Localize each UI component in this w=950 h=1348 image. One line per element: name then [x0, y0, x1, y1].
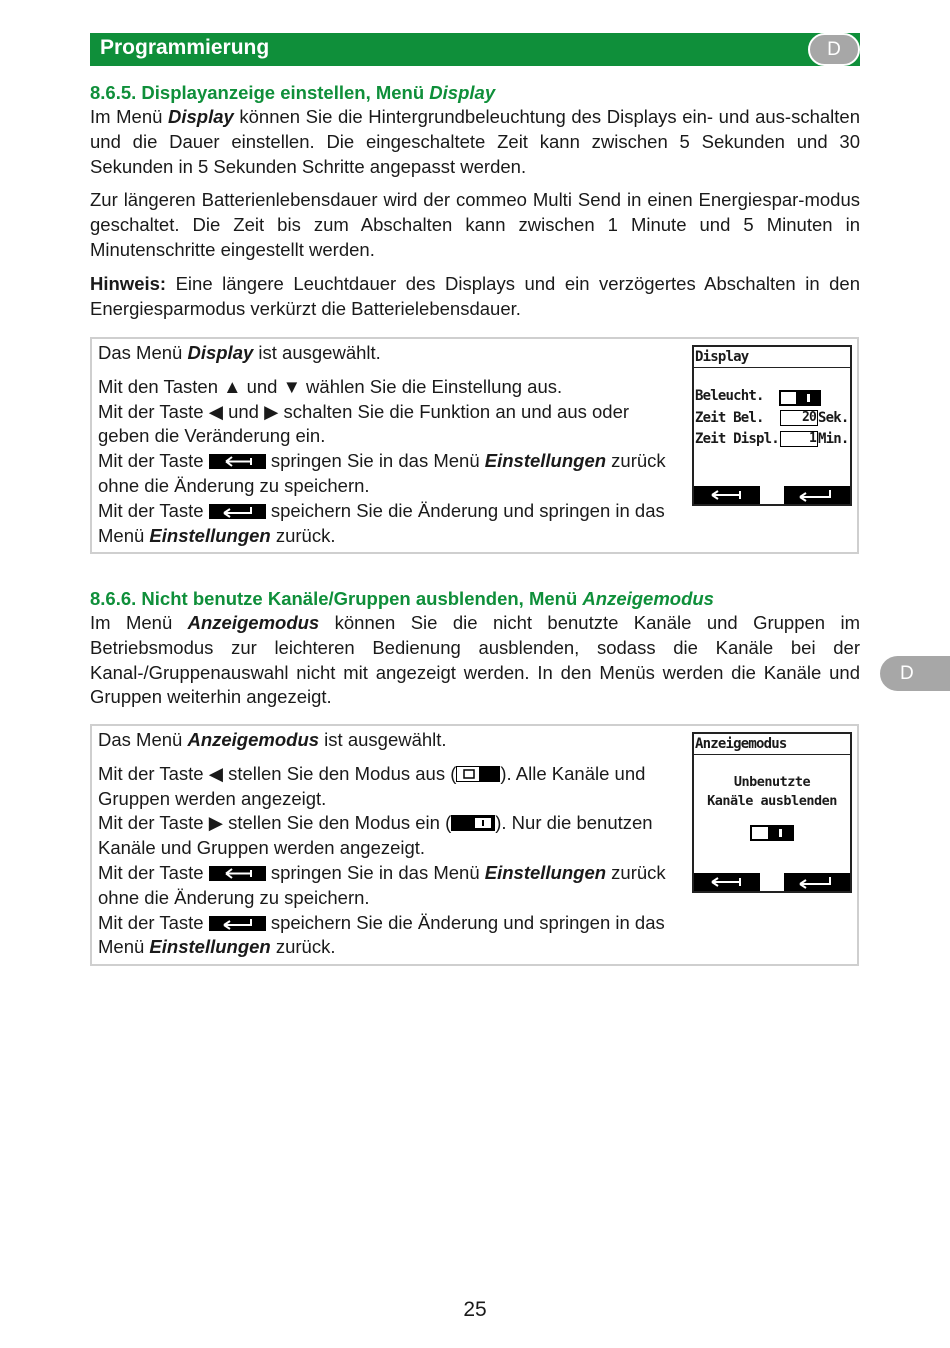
screen-unit: Sek.	[818, 410, 849, 426]
screen-title: Anzeigemodus	[694, 734, 850, 755]
paragraph: Im Menü Anzeigemodus können Sie die nicht benutzte Kanäle und Gruppen im Betriebsmodus zur leichteren Bedienung ausblenden, sodass die Kanäle bei der Kanal-/Gruppenauswahl nicht mit angezeigt werden. In den Menüs werden die Kanäle und Gruppen weiterhin angezeigt.	[90, 612, 861, 708]
hide-channels-toggle-on	[750, 825, 794, 841]
device-screen-display	[692, 345, 852, 506]
screen-value: 1	[780, 431, 818, 447]
screen-back-button	[694, 873, 760, 891]
back-key-icon	[209, 454, 266, 469]
arrow-right-icon: ▶	[264, 400, 279, 422]
enter-key-icon	[209, 916, 266, 931]
toggle-on-icon	[451, 815, 495, 831]
section-header-bar	[90, 33, 860, 66]
screen-value: 20	[780, 410, 818, 426]
screen-row-label: Beleucht.	[695, 388, 764, 404]
section-heading: 8.6.6. Nicht benutze Kanäle/Gruppen ausblenden, Menü Anzeigemodus	[90, 588, 714, 609]
arrow-up-icon: ▲	[223, 375, 242, 397]
page-title: Programmierung	[100, 36, 270, 59]
screen-message-line: Kanäle ausblenden	[707, 793, 837, 809]
arrow-left-icon: ◀	[208, 762, 223, 784]
section-display	[90, 80, 860, 321]
language-side-tab: D	[880, 656, 950, 691]
instruction-box-anzeigemodus	[90, 724, 859, 966]
screen-row-label: Zeit Bel.	[695, 410, 764, 426]
enter-key-icon	[209, 504, 266, 519]
screen-unit: Min.	[818, 431, 849, 447]
language-badge: D	[808, 33, 860, 66]
arrow-down-icon: ▼	[282, 375, 301, 397]
page-number: 25	[463, 1298, 487, 1321]
instruction-text: Das Menü Display ist ausgewählt. Mit den Tasten ▲ und ▼ wählen Sie die Einstellung aus. Mit der Taste ◀ und ▶ schalten Sie die Funktion an und aus oder geben die Veränderung ein. Mit der Taste springen Sie in das Menü Einstellungen zurück ohne die Änderung zu speichern. Mit der Taste speichern Sie die Änderung und springen in das Menü Einstellungen zurück.	[98, 342, 666, 546]
screen-title: Display	[694, 347, 850, 368]
device-screen-anzeigemodus	[692, 732, 852, 893]
screen-message-line: Unbenutzte	[733, 774, 811, 790]
instruction-text: Das Menü Anzeigemodus ist ausgewählt. Mit der Taste ◀ stellen Sie den Modus aus ( ). Alle Kanäle und Gruppen werden angezeigt. Mit der Taste ▶ stellen Sie den Modus ein ( ). Nur die benutzen Kanäle und Gruppen werden angezeigt. Mit der Taste springen Sie in das Menü Einstellungen zurück ohne die Änderung zu speichern. Mit der Taste speichern Sie die Änderung und springen in das Menü Einstellungen zurück.	[98, 729, 666, 958]
section-heading: 8.6.5. Displayanzeige einstellen, Menü Display	[90, 82, 496, 103]
back-key-icon	[209, 866, 266, 881]
arrow-right-icon: ▶	[208, 812, 223, 834]
screen-back-button	[694, 486, 760, 504]
note-paragraph: Hinweis: Eine längere Leuchtdauer des Displays und ein verzögertes Abschalten in den Energiesparmodus verkürzt die Batterielebensdauer.	[90, 272, 860, 319]
screen-enter-button	[784, 486, 850, 504]
screen-enter-button	[784, 873, 850, 891]
arrow-left-icon: ◀	[208, 400, 223, 422]
backlight-toggle-on	[779, 390, 821, 406]
section-anzeigemodus	[90, 586, 860, 710]
instruction-box-display	[90, 337, 859, 554]
screen-row-label: Zeit Displ.	[695, 431, 779, 447]
paragraph: Im Menü Display können Sie die Hintergrundbeleuchtung des Displays ein- und aus-schalten und die Dauer einstellen. Die eingeschaltete Zeit kann zwischen 5 Sekunden und 30 Sekunden in 5 Sekunden Schritte angepasst werden.	[90, 106, 860, 177]
paragraph: Zur längeren Batterienlebensdauer wird der commeo Multi Send in einen Energiespar-modus geschaltet. Die Zeit bis zum Abschalten kann zwischen 1 Minute und 5 Minuten in Minutenschritte eingestellt werden.	[90, 189, 860, 260]
toggle-off-icon	[456, 766, 500, 782]
